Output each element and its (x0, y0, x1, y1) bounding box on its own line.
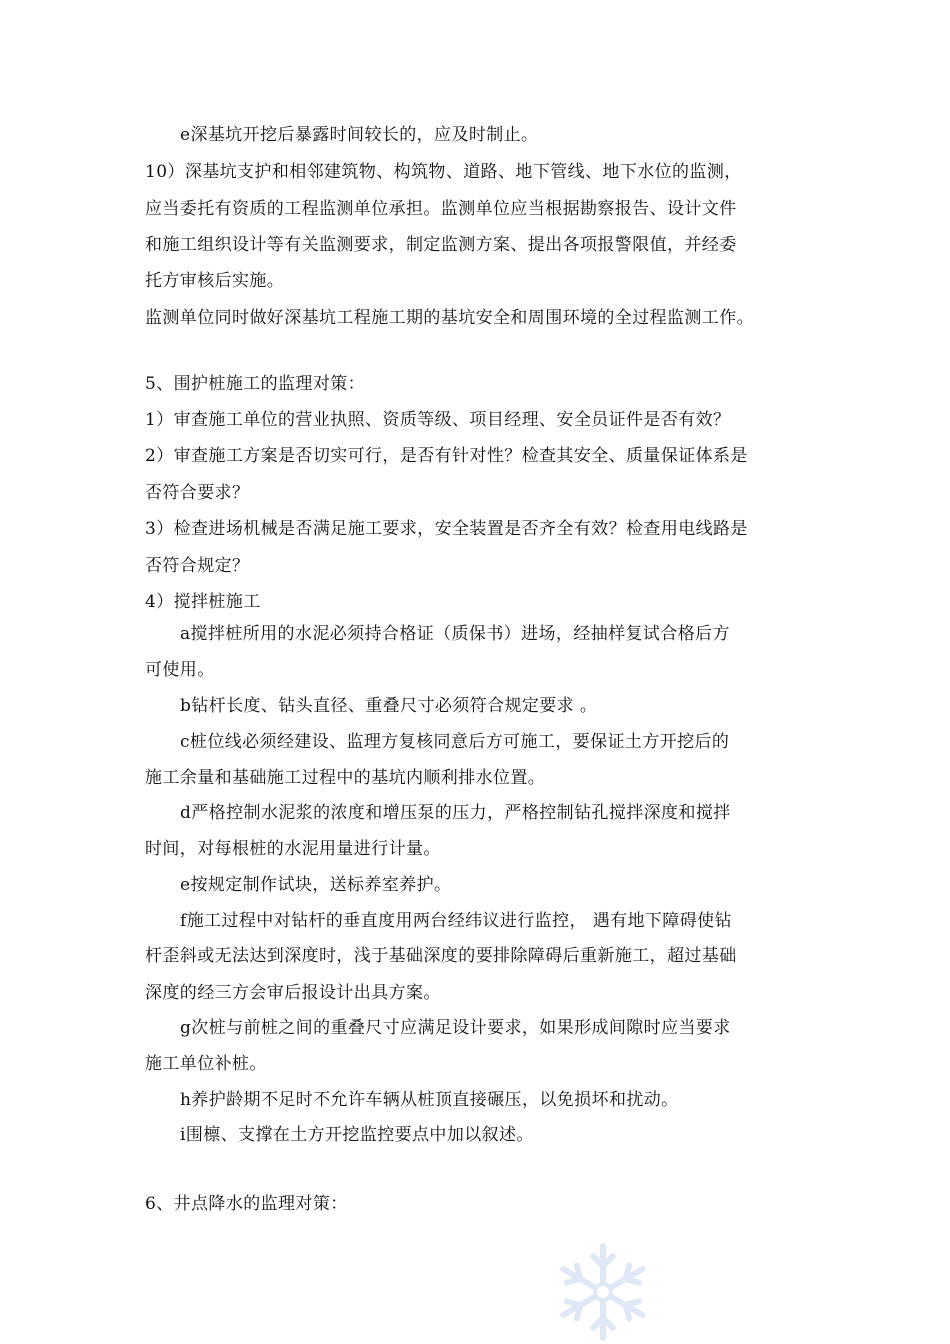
paragraph-line: 和施工组织设计等有关监测要求，制定监测方案、提出各项报警限值，并经委 (145, 235, 737, 255)
sub-item: d严格控制水泥浆的浓度和增压泵的压力，严格控制钻孔搅拌深度和搅拌 (180, 803, 731, 823)
sub-item-continuation: 施工余量和基础施工过程中的基坑内顺利排水位置。 (145, 768, 546, 788)
sub-item: c桩位线必须经建设、监理方复核同意后方可施工，要保证土方开挖后的 (180, 732, 730, 752)
sub-item-continuation: 可使用。 (145, 660, 215, 680)
paragraph-line: 应当委托有资质的工程监测单位承担。监测单位应当根据勘察报告、设计文件 (145, 199, 737, 219)
sub-item-continuation: 深度的经三方会审后报设计出具方案。 (145, 983, 441, 1003)
list-item: 3）检查进场机械是否满足施工要求，安全装置是否齐全有效？检查用电线路是 (145, 519, 748, 539)
sub-item: b钻杆长度、钻头直径、重叠尺寸必须符合规定要求 。 (180, 696, 598, 716)
list-item: 4）搅拌桩施工 (145, 592, 261, 612)
list-item: 1）审查施工单位的营业执照、资质等级、项目经理、安全员证件是否有效？ (145, 410, 731, 430)
sub-item-continuation: 杆歪斜或无法达到深度时，浅于基础深度的要排除障碍后重新施工，超过基础 (145, 946, 737, 966)
sub-item: a搅拌桩所用的水泥必须持合格证（质保书）进场，经抽样复试合格后方 (180, 624, 730, 644)
section-heading: 6、井点降水的监理对策： (145, 1194, 348, 1214)
sub-item: e按规定制作试块，送标养室养护。 (180, 875, 452, 895)
paragraph-line: e深基坑开挖后暴露时间较长的，应及时制止。 (180, 125, 539, 145)
list-item-continuation: 否符合要求？ (145, 483, 250, 503)
sub-item: g次桩与前桩之间的重叠尺寸应满足设计要求，如果形成间隙时应当要求 (180, 1018, 731, 1038)
list-item-continuation: 否符合规定？ (145, 556, 250, 576)
snowflake-logo-icon (548, 1236, 658, 1344)
sub-item: i围檩、支撑在土方开挖监控要点中加以叙述。 (180, 1125, 534, 1145)
sub-item: h养护龄期不足时不允许车辆从桩顶直接碾压，以免损坏和扰动。 (180, 1090, 679, 1110)
list-item: 2）审查施工方案是否切实可行，是否有针对性？检查其安全、质量保证体系是 (145, 446, 748, 466)
paragraph-line: 托方审核后实施。 (145, 271, 285, 291)
sub-item-continuation: 时间，对每根桩的水泥用量进行计量。 (145, 839, 441, 859)
section-heading: 5、围护桩施工的监理对策： (145, 374, 366, 394)
paragraph-line: 10）深基坑支护和相邻建筑物、构筑物、道路、地下管线、地下水位的监测， (145, 162, 742, 182)
sub-item: f施工过程中对钻杆的垂直度用两台经纬议进行监控， 遇有地下障碍使钻 (180, 911, 732, 931)
paragraph-line: 监测单位同时做好深基坑工程施工期的基坑安全和周围环境的全过程监测工作。 (145, 308, 754, 328)
sub-item-continuation: 施工单位补桩。 (145, 1054, 267, 1074)
